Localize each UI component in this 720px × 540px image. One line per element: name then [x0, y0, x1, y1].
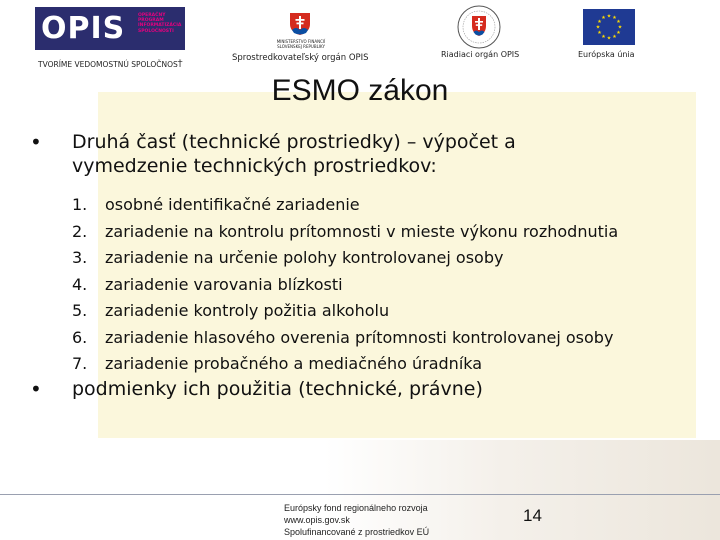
eu-star-icon: ★ — [601, 15, 606, 22]
list-item — [72, 298, 618, 325]
managing-authority-label: Riadiaci orgán OPIS — [441, 50, 520, 59]
list-item-text: zariadenie probačného a mediačného úradníka — [105, 354, 483, 373]
opis-logo — [35, 7, 185, 50]
eu-star-icon: ★ — [597, 30, 602, 37]
eu-label: Európska únia — [578, 50, 635, 59]
ministry-line: MINISTERSTVO FINANCIÍ — [276, 39, 326, 44]
list-item-number: 6. — [72, 327, 88, 347]
list-item-text: zariadenie na kontrolu prítomnosti v mieste výkonu rozhodnutia — [105, 221, 619, 241]
bullet-point-1-line2: vymedzenie technických prostriedkov: — [72, 155, 437, 177]
list-item — [72, 325, 618, 352]
footer-website-link[interactable]: www.opis.gov.sk — [284, 515, 350, 525]
list-item-text: zariadenie varovania blízkosti — [105, 274, 343, 294]
footer-fund-line: Európsky fond regionálneho rozvoja — [284, 503, 428, 513]
list-item-text: zariadenie kontroly požitia alkoholu — [105, 301, 390, 320]
ministry-line: SLOVENSKEJ REPUBLIKY — [277, 44, 325, 49]
opis-logo-line: OPERAČNÝ — [138, 13, 166, 18]
opis-logo-line: PROGRAM — [138, 18, 164, 24]
page-number: 14 — [523, 506, 542, 525]
eu-star-icon: ★ — [595, 24, 601, 31]
eu-star-icon: ★ — [616, 19, 621, 26]
slide-title: ESMO zákon — [271, 74, 449, 107]
eu-star-icon: ★ — [612, 34, 617, 41]
list-item-number: 3. — [72, 248, 88, 267]
list-item — [72, 351, 618, 378]
footer-cofinance-line: Spolufinancované z prostriedkov EÚ — [284, 527, 430, 537]
ministry-text — [276, 39, 326, 49]
eu-star-icon: ★ — [606, 35, 612, 42]
list-item-number: 4. — [72, 274, 88, 294]
opis-logo-line: SPOLOČNOSTI — [138, 28, 174, 34]
bullet-marker: • — [30, 377, 42, 401]
bullet-point-2: podmienky ich použitia (technické, právne) — [72, 378, 483, 400]
list-item-text: zariadenie na určenie polohy kontrolovanej osoby — [105, 248, 504, 267]
list-item — [72, 219, 618, 246]
list-item-text: osobné identifikačné zariadenie — [105, 195, 360, 214]
eu-flag — [583, 9, 635, 45]
list-item — [72, 192, 618, 219]
list-item-number: 1. — [72, 195, 88, 214]
opis-logo-program-text — [138, 13, 182, 44]
device-list — [72, 192, 618, 378]
list-item-number: 7. — [72, 354, 88, 373]
eu-star-icon: ★ — [606, 13, 612, 20]
opis-logo-line: INFORMATIZÁCIA — [138, 23, 182, 29]
footer-divider — [0, 494, 720, 495]
list-item — [72, 272, 618, 299]
provider-label: Sprostredkovateľský orgán OPIS — [232, 53, 369, 63]
eu-star-icon: ★ — [597, 19, 602, 26]
slovak-coat-of-arms-icon — [289, 12, 311, 36]
eu-star-icon: ★ — [601, 34, 606, 41]
government-seal-icon — [455, 4, 503, 50]
opis-logo-word: OPIS — [41, 11, 126, 46]
slogan: TVORÍME VEDOMOSTNÚ SPOLOČNOSŤ — [38, 60, 183, 69]
eu-star-icon: ★ — [617, 24, 623, 31]
footer-text — [284, 502, 429, 538]
list-item-number: 2. — [72, 221, 88, 241]
bullet-point-1 — [72, 130, 516, 178]
list-item-text: zariadenie hlasového overenia prítomnosti kontrolovanej osoby — [105, 327, 614, 347]
bullet-marker: • — [30, 130, 42, 154]
list-item-number: 5. — [72, 301, 88, 320]
eu-stars-icon — [583, 9, 635, 45]
eu-star-icon: ★ — [612, 15, 617, 22]
list-item — [72, 245, 618, 272]
bullet-point-1-line1: Druhá časť (technické prostriedky) – výpočet a — [72, 131, 516, 153]
eu-star-icon: ★ — [616, 30, 621, 37]
